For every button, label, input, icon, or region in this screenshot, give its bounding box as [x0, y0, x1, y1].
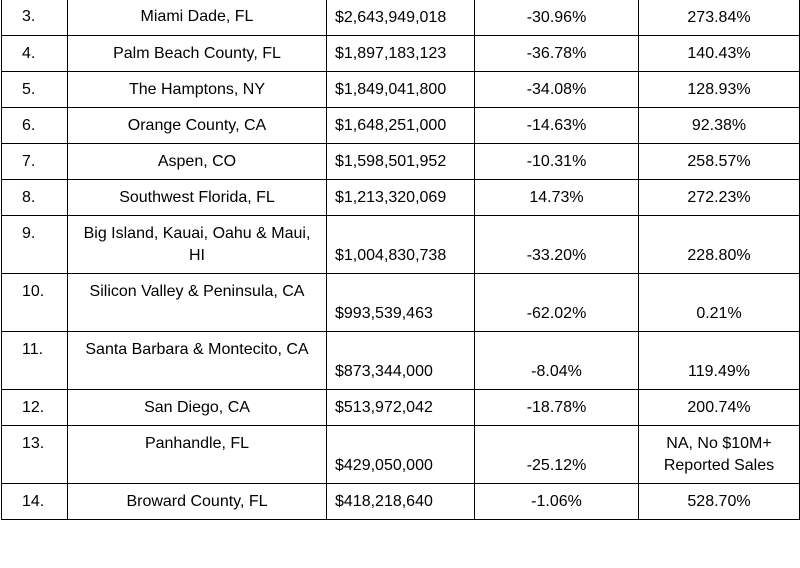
sales-cell: $1,897,183,123	[327, 36, 475, 72]
change-cell: -34.08%	[475, 72, 639, 108]
change-cell: 92.38%	[639, 108, 800, 144]
market-cell: Miami Dade, FL	[68, 0, 327, 36]
change-cell: -33.20%	[475, 216, 639, 274]
market-cell: Orange County, CA	[68, 108, 327, 144]
change-cell: 14.73%	[475, 180, 639, 216]
change-cell: -1.06%	[475, 484, 639, 520]
change-cell: 228.80%	[639, 216, 800, 274]
sales-cell: $1,004,830,738	[327, 216, 475, 274]
rank-cell: 3.	[2, 0, 68, 36]
table-row	[2, 332, 800, 390]
change-cell: 528.70%	[639, 484, 800, 520]
market-cell: San Diego, CA	[68, 390, 327, 426]
rank-cell: 11.	[2, 332, 68, 390]
change-cell: -30.96%	[475, 0, 639, 36]
table-row	[2, 390, 800, 426]
market-cell: Silicon Valley & Peninsula, CA	[68, 274, 327, 332]
market-cell: Panhandle, FL	[68, 426, 327, 484]
rank-cell: 10.	[2, 274, 68, 332]
market-cell: Santa Barbara & Montecito, CA	[68, 332, 327, 390]
table-row	[2, 36, 800, 72]
table-row	[2, 274, 800, 332]
change-cell: -62.02%	[475, 274, 639, 332]
change-cell: 258.57%	[639, 144, 800, 180]
rank-cell: 14.	[2, 484, 68, 520]
sales-cell: $873,344,000	[327, 332, 475, 390]
market-cell: Palm Beach County, FL	[68, 36, 327, 72]
rank-cell: 8.	[2, 180, 68, 216]
change-cell: 200.74%	[639, 390, 800, 426]
table-row	[2, 180, 800, 216]
market-cell: The Hamptons, NY	[68, 72, 327, 108]
sales-cell: $1,213,320,069	[327, 180, 475, 216]
sales-cell: $993,539,463	[327, 274, 475, 332]
rank-cell: 5.	[2, 72, 68, 108]
sales-cell: $513,972,042	[327, 390, 475, 426]
table-row	[2, 108, 800, 144]
market-sales-table	[1, 0, 800, 520]
rank-cell: 12.	[2, 390, 68, 426]
sales-cell: $418,218,640	[327, 484, 475, 520]
change-cell: 272.23%	[639, 180, 800, 216]
sales-cell: $429,050,000	[327, 426, 475, 484]
sales-cell: $1,598,501,952	[327, 144, 475, 180]
table-row	[2, 426, 800, 484]
table-row	[2, 144, 800, 180]
table-row	[2, 484, 800, 520]
rank-cell: 4.	[2, 36, 68, 72]
sales-cell: $2,643,949,018	[327, 0, 475, 36]
rank-cell: 7.	[2, 144, 68, 180]
sales-cell: $1,849,041,800	[327, 72, 475, 108]
market-cell: Big Island, Kauai, Oahu & Maui, HI	[68, 216, 327, 274]
change-cell: -18.78%	[475, 390, 639, 426]
rank-cell: 9.	[2, 216, 68, 274]
change-cell: -36.78%	[475, 36, 639, 72]
table-row	[2, 216, 800, 274]
market-cell: Broward County, FL	[68, 484, 327, 520]
rank-cell: 13.	[2, 426, 68, 484]
market-cell: Southwest Florida, FL	[68, 180, 327, 216]
change-cell: -14.63%	[475, 108, 639, 144]
change-cell: -8.04%	[475, 332, 639, 390]
change-cell: 273.84%	[639, 0, 800, 36]
change-cell: 128.93%	[639, 72, 800, 108]
change-cell: 140.43%	[639, 36, 800, 72]
change-cell: NA, No $10M+ Reported Sales	[639, 426, 800, 484]
table-row	[2, 0, 800, 36]
change-cell: 0.21%	[639, 274, 800, 332]
table-row	[2, 72, 800, 108]
change-cell: -10.31%	[475, 144, 639, 180]
change-cell: 119.49%	[639, 332, 800, 390]
change-cell: -25.12%	[475, 426, 639, 484]
rank-cell: 6.	[2, 108, 68, 144]
sales-cell: $1,648,251,000	[327, 108, 475, 144]
market-cell: Aspen, CO	[68, 144, 327, 180]
